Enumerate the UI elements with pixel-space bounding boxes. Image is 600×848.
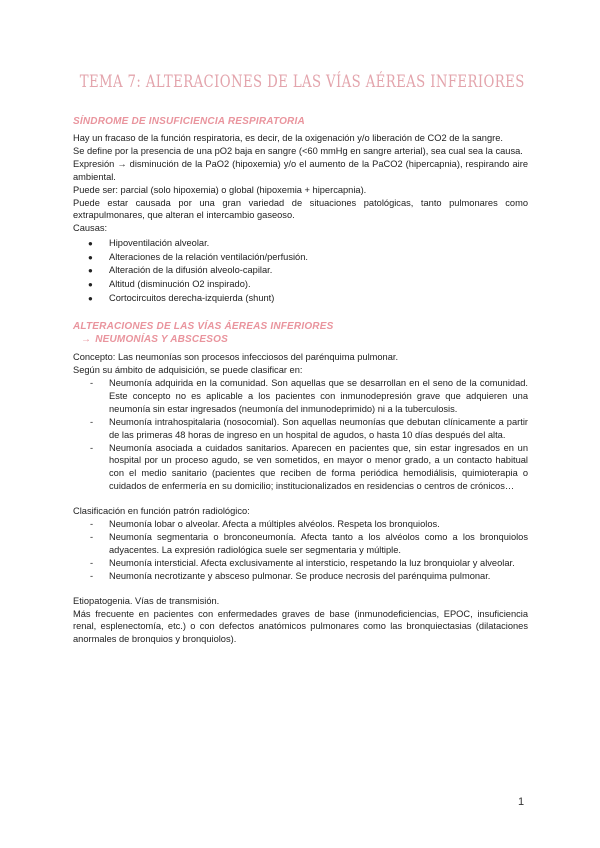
list-item (73, 416, 528, 442)
bullet-icon: ● (88, 239, 93, 249)
etiopathogenesis-paragraph: Más frecuente en pacientes con enfermedades graves de base (inmunodeficiencias, EPOC, insuficiencia renal, esplenectomía, etc.) o con defectos anatómicos pulmonares como las bronquiectasias (dilataciones anormales de bronquios y bronquiolos). (73, 608, 528, 645)
bullet-icon: ● (88, 293, 93, 303)
list-item (73, 557, 528, 570)
dash-marker: - (90, 557, 94, 568)
bullet-icon: ● (88, 266, 93, 276)
bullet-icon: ● (88, 252, 93, 262)
paragraph: Puede estar causada por una gran variedad de situaciones patológicas, tanto pulmonares como extrapulmonares, que alteran el intercambio gaseoso. (73, 197, 528, 221)
etiopathogenesis-title: Etiopatogenia. Vías de transmisión. (73, 595, 220, 606)
dash-marker: - (90, 570, 94, 581)
causes-label: Causas: (73, 223, 108, 234)
list-item-text: Neumonía lobar o alveolar. Afecta a múltiples alvéolos. Respeta los bronquiolos. (109, 519, 440, 530)
paragraph: Expresión → disminución de la PaO2 (hipoxemia) y/o el aumento de la PaCO2 (hipercapnia), respirando aire ambiental. (73, 158, 528, 182)
list-item-text: Altitud (disminución O2 inspirado). (109, 279, 251, 290)
concept-paragraph: Concepto: Las neumonías son procesos infecciosos del parénquima pulmonar. (73, 352, 399, 363)
list-item-text: Neumonía intrahospitalaria (nosocomial). Son aquellas neumonías que debutan clínicamente a partir de las primeras 48 horas de ingreso en un hospital de agudos, o hasta 10 días después del alta. (109, 416, 528, 440)
section-heading-respiratory-failure: SÍNDROME DE INSUFICIENCIA RESPIRATORIA (73, 116, 305, 127)
dash-marker: - (90, 532, 94, 542)
list-item (73, 442, 528, 494)
dash-marker: - (90, 416, 94, 427)
dash-marker: - (90, 378, 94, 389)
list-item (73, 570, 528, 583)
causes-list (73, 237, 528, 305)
list-item-text: Neumonía intersticial. Afecta exclusivamente al intersticio, respetando la luz bronquiolar y alveolar. (109, 557, 515, 568)
list-item (73, 251, 528, 265)
list-item (73, 264, 528, 278)
scope-intro: Según su ámbito de adquisición, se puede clasificar en: (73, 365, 303, 376)
list-item-text: Alteraciones de la relación ventilación/perfusión. (109, 251, 308, 262)
subheading-pneumonia (73, 334, 528, 345)
list-item (73, 518, 528, 531)
bullet-icon: ● (88, 280, 93, 290)
page-number: 1 (518, 796, 525, 808)
dash-marker: - (90, 519, 94, 530)
list-item-text: Neumonía segmentaria o bronconeumonía. Afecta tanto a los alvéolos como a los bronquiolos adyacentes. La expresión radiológica suele ser segmentaria y múltiple. (109, 532, 528, 555)
list-item-text: Neumonía adquirida en la comunidad. Son aquellas que se desarrollan en el seno de la comunidad. Este concepto no es aplicable a los pacientes con inmunodepresión grave que adquieren una neumonía sin estar ingresados (neumonía del inmunodeprimido) ni a la tuberculosis. (109, 378, 528, 414)
paragraph: Puede ser: parcial (solo hipoxemia) o global (hipoxemia + hipercapnia). (73, 184, 367, 195)
arrow-right-icon: → (81, 334, 92, 346)
subheading-text: NEUMONÍAS Y ABSCESOS (95, 334, 228, 346)
dash-marker: - (90, 442, 94, 453)
list-item-text: Neumonía asociada a cuidados sanitarios. Aparecen en pacientes que, sin estar ingresados en un hospital por un proceso agudo, se ven sometidos, en mayor o menor grado, a un contacto habitual con el medio sanitario (pacientes que reciben de forma periódica hemodiálisis, quimioterapia o cuidados de enfermería en su domicilio; institucionalizados en residencias o centros de crónicos… (109, 442, 528, 492)
document-body (73, 116, 528, 646)
list-item (73, 237, 528, 251)
list-item (73, 377, 528, 416)
list-item (73, 278, 528, 292)
scope-list (73, 377, 528, 493)
paragraph: Hay un fracaso de la función respiratoria, es decir, de la oxigenación y/o liberación de CO2 de la sangre. (73, 133, 503, 143)
list-item (73, 292, 528, 306)
list-item-text: Neumonía necrotizante y absceso pulmonar. Se produce necrosis del parénquima pulmonar. (109, 570, 491, 581)
list-item (73, 531, 528, 557)
list-item-text: Hipoventilación alveolar. (109, 238, 210, 249)
radiologic-intro: Clasificación en función patrón radiológico: (73, 506, 250, 517)
list-item-text: Cortocircuitos derecha-izquierda (shunt) (109, 292, 275, 303)
radiologic-list (73, 518, 528, 583)
section-heading-lower-airways: ALTERACIONES DE LAS VÍAS ÁEREAS INFERIORES (73, 321, 334, 333)
list-item-text: Alteración de la difusión alveolo-capilar. (109, 265, 273, 276)
paragraph: Se define por la presencia de una pO2 baja en sangre (<60 mmHg en sangre arterial), sea cual sea la causa. (73, 145, 523, 156)
document-title: TEMA 7: ALTERACIONES DE LAS VÍAS AÉREAS INFERIORES (79, 72, 525, 92)
